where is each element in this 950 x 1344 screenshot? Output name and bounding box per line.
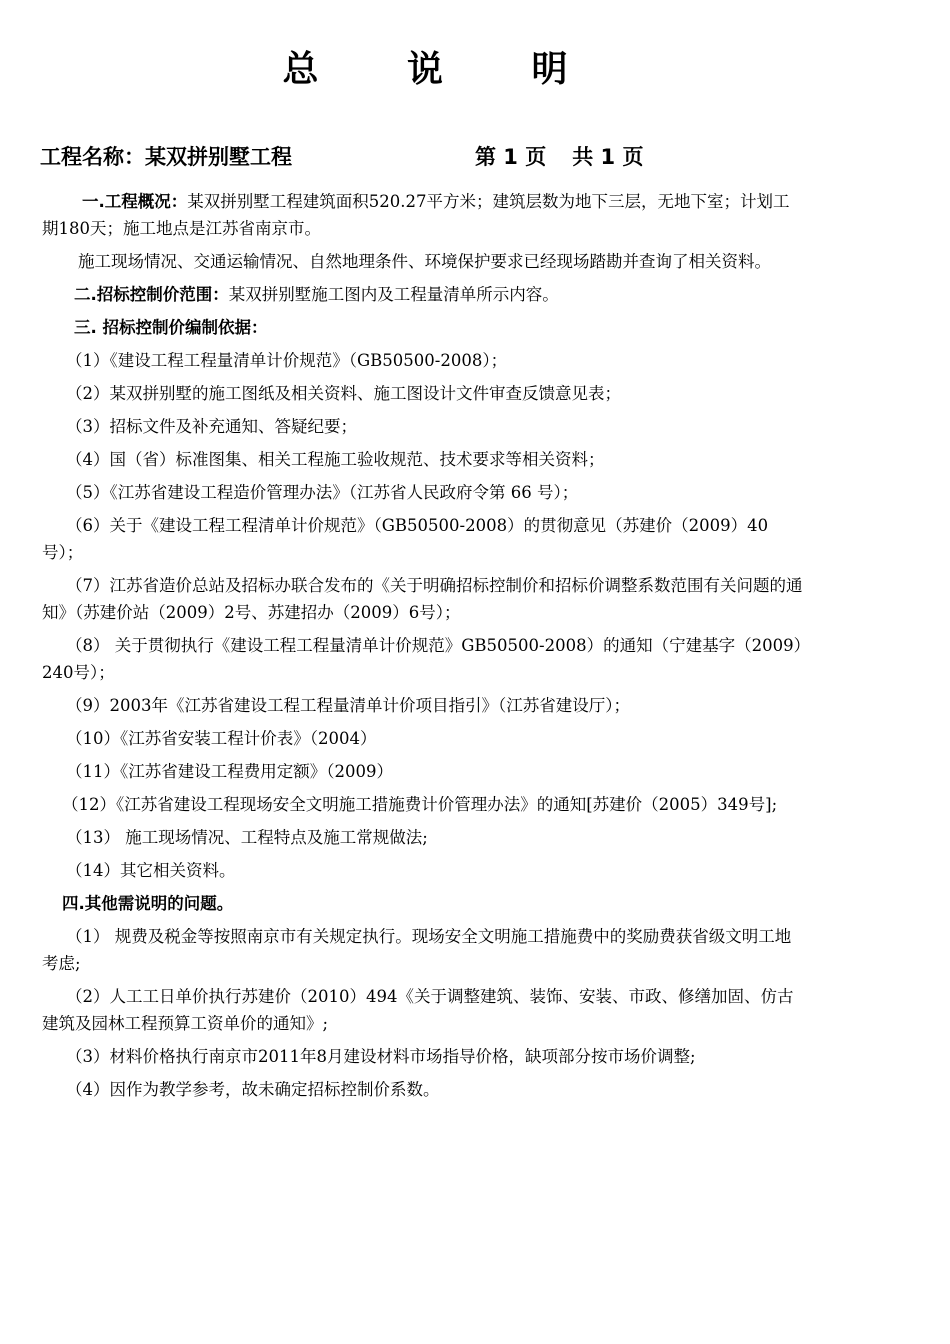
project-name: 工程名称：某双拼别墅工程: [40, 145, 292, 169]
overview-text: 某双拼别墅工程建筑面积520.27平方米；建筑层数为地下三层，无地下室；计划工期180天；施工地点是江苏省南京市。: [42, 192, 790, 238]
others-heading: 四.其他需说明的问题。: [62, 894, 234, 913]
document-title: 总 说 明: [282, 49, 606, 90]
basis-item-11: （11）《江苏省建设工程费用定额》（2009）: [66, 762, 393, 781]
basis-item-14: （14）其它相关资料。: [66, 861, 236, 880]
basis-item-9: （9）2003年《江苏省建设工程工程量清单计价项目指引》（江苏省建设厅）；: [66, 696, 630, 715]
site-note-paragraph: 施工现场情况、交通运输情况、自然地理条件、环境保护要求已经现场踏勘并查询了相关资料。: [78, 252, 771, 271]
scope-paragraph: [42, 281, 804, 308]
basis-item-1: （1）《建设工程工程量清单计价规范》（GB50500-2008）；: [66, 351, 508, 370]
others-item-1: （1） 规费及税金等按照南京市有关规定执行。现场安全文明施工措施费中的奖励费获省级文明工地考虑;: [42, 927, 792, 973]
basis-item-4: （4）国（省）标准图集、相关工程施工验收规范、技术要求等相关资料；: [66, 450, 605, 469]
scope-heading: 二.招标控制价范围：: [74, 285, 229, 304]
basis-item-6: （6）关于《建设工程工程清单计价规范》（GB50500-2008）的贯彻意见（苏建价（2009）40号）；: [42, 516, 769, 562]
others-item-4: （4）因作为教学参考，故未确定招标控制价系数。: [66, 1080, 440, 1099]
basis-item-8: （8） 关于贯彻执行《建设工程工程量清单计价规范》GB50500-2008）的通知（宁建基字（2009）240号）；: [42, 636, 802, 682]
basis-item-7: （7）江苏省造价总站及招标办联合发布的《关于明确招标控制价和招标价调整系数范围有关问题的通知》（苏建价站（2009）2号、苏建招办（2009）6号）；: [42, 576, 803, 622]
scope-text: 某双拼别墅施工图内及工程量清单所示内容。: [228, 285, 559, 304]
page-total: 共 1 页: [572, 145, 644, 169]
page-indicator: [475, 140, 643, 174]
basis-item-12: （12）《江苏省建设工程现场安全文明施工措施费计价管理办法》的通知[苏建价（2005）349号];: [62, 795, 778, 814]
basis-item-2: （2）某双拼别墅的施工图纸及相关资料、施工图设计文件审查反馈意见表；: [66, 384, 621, 403]
basis-item-10: （10）《江苏省安装工程计价表》（2004）: [66, 729, 377, 748]
overview-heading: 一.工程概况：: [82, 192, 188, 211]
basis-item-5: （5）《江苏省建设工程造价管理办法》（江苏省人民政府令第 66 号）；: [66, 483, 579, 502]
document-body: [42, 188, 804, 1109]
others-item-2: （2）人工工日单价执行苏建价（2010）494《关于调整建筑、装饰、安装、市政、修缮加固、仿古建筑及园林工程预算工资单价的通知》;: [42, 987, 794, 1033]
basis-item-3: （3）招标文件及补充通知、答疑纪要；: [66, 417, 357, 436]
overview-paragraph: [42, 188, 804, 242]
basis-heading: 三. 招标控制价编制依据：: [74, 318, 268, 337]
document-header: [40, 140, 840, 174]
others-item-3: （3）材料价格执行南京市2011年8月建设材料市场指导价格，缺项部分按市场价调整;: [66, 1047, 696, 1066]
basis-item-13: （13） 施工现场情况、工程特点及施工常规做法;: [66, 828, 428, 847]
page-current: 第 1 页: [475, 145, 547, 169]
